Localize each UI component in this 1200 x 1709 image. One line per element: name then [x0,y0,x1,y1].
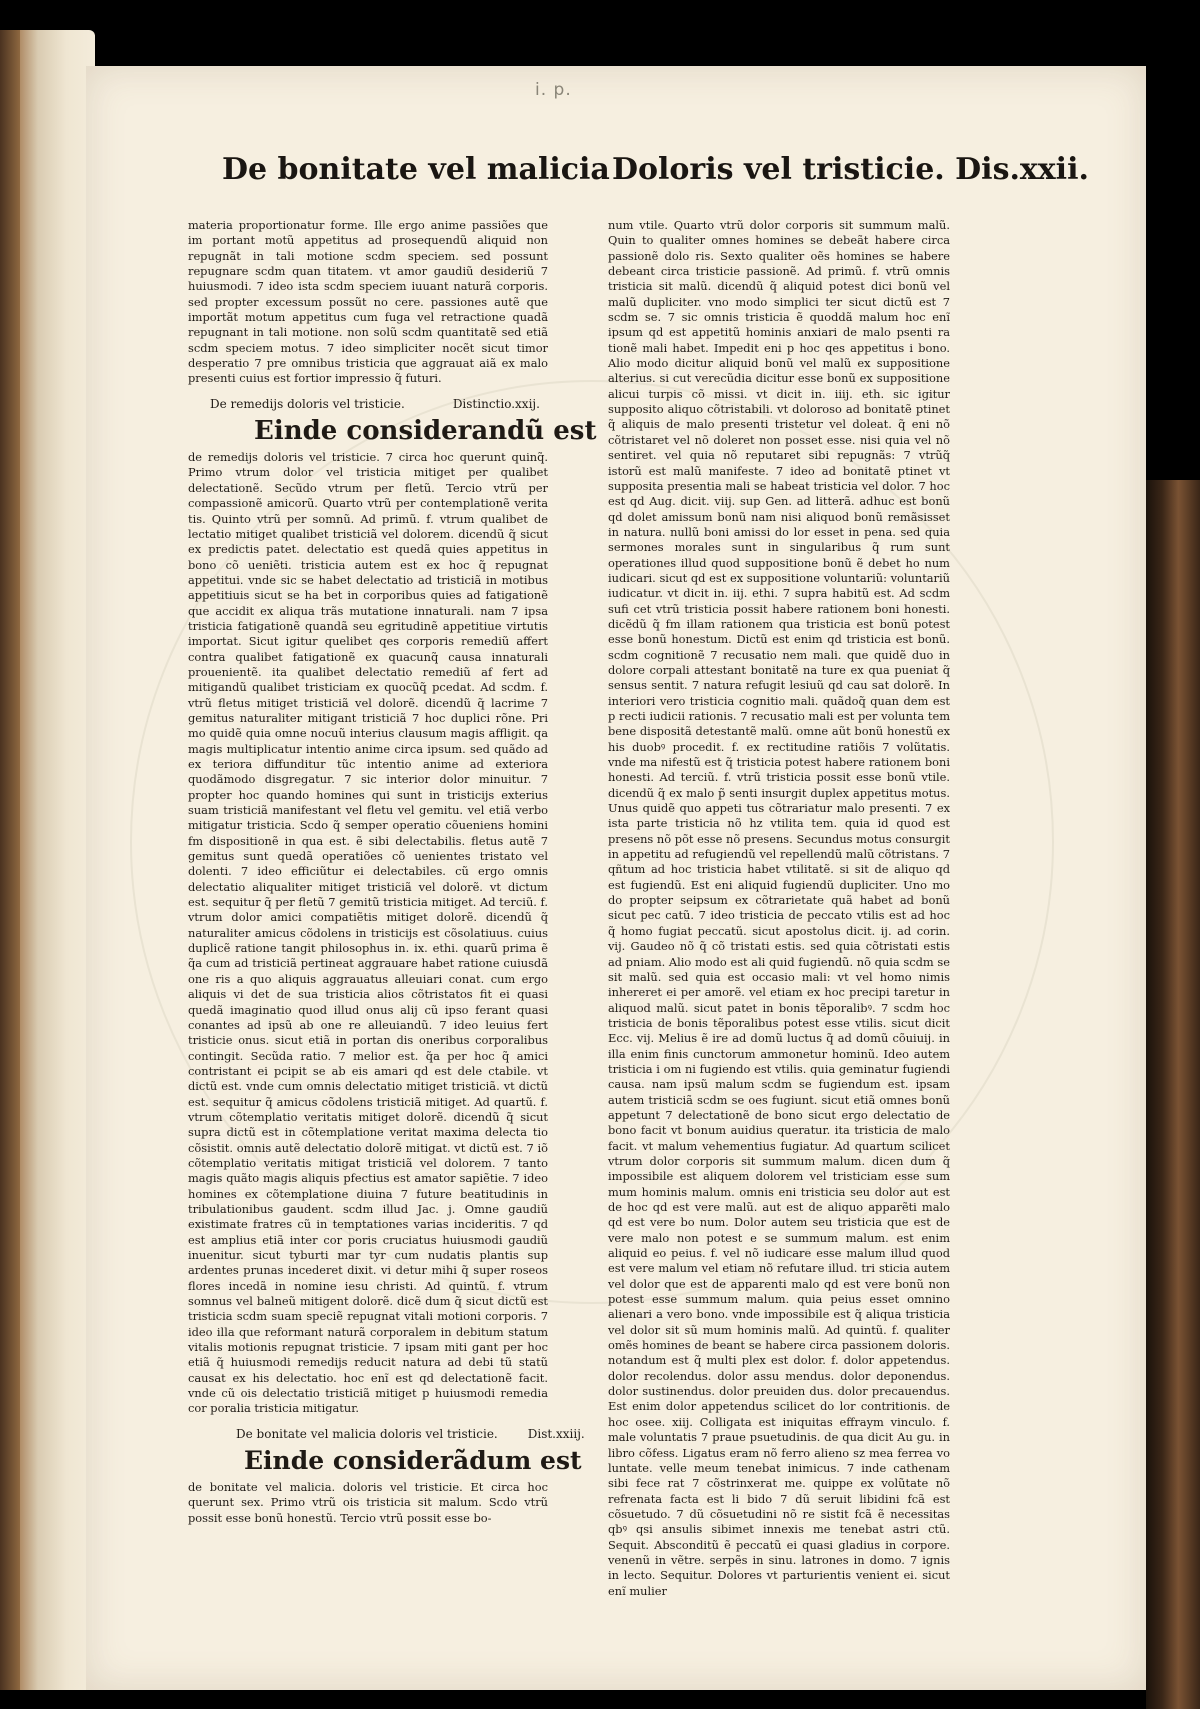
book-spine-edge [0,30,95,1690]
section-title-1: Einde considerandũ est [254,416,597,447]
section-label-number-2: Dist.xxiij. [527,1426,585,1441]
leather-strap [1146,480,1200,1709]
section-label-text: De remedijs doloris vel tristicie. [210,396,405,411]
section-label-text-2: De bonitate vel malicia doloris vel tristicie. [236,1426,498,1441]
left-paragraph-2: de remedijs doloris vel tristicie. 7 circa hoc querunt quinq̃. Primo vtrum dolor vel tristicia mitiget per qualibet delectationẽ. Secũdo vtrum per fletũ. Tercio vtrũ per compassionẽ amicorũ. Quarto vtrũ per contemplationẽ verita tis. Quinto vtrũ per somnũ. Ad primũ. f. vtrum qualibet de lectatio mitiget qualibet tristiciã vel dolorem. dicendũ q̃ sicut ex predictis patet. delectatio est quedã quies appetitus in bono cõ ueniẽti. tristicia autem est ex hoc q̃ repugnat appetitui. vnde sic se habet delectatio ad tristiciã in motibus appetitiuis sicut se ha bet in corporibus quies ad fatigationẽ que accidit ex aliqua trãs mutatione innaturali. nam 7 ipsa tristicia fatigationẽ quandã seu egritudinẽ appetitiue virtutis importat. Sicut igitur quelibet qes corporis remediũ affert contra qualibet fatigationẽ ex quacunq̃ causa innaturali prouenientẽ. ita qualibet delectatio remediũ af fert ad mitigandũ qualibet tristiciam ex quocũq̃ pcedat. Ad scdm. f. vtrũ fletus mitiget tristiciã vel dolorẽ. dicendũ q̃ lacrime 7 gemitus naturaliter mitigant tristiciã 7 hoc duplici rõne. Pri mo quidẽ quia omne nocuũ interius clausum magis affligit. qa magis multiplicatur intentio anime circa ipsum. sed quãdo ad ex teriora diffunditur tũc intentio anime ad exteriora quodãmodo disgregatur. 7 sic interior dolor minuitur. 7 propter hoc quando homines qui sunt in tristicijs exterius suam tristiciã manifestant vel fletu vel gemitu. vel etiã verbo mitigatur tristicia. Scdo q̃ semper operatio cõueniens homini fm dispositionẽ in qua est. ẽ sibi delectabilis. fletus autẽ 7 gemitus sunt quedã operatiões cõ uenientes tristato vel dolenti. 7 ideo efficiũtur ei delectabiles. cũ ergo omnis delectatio aliqualiter mitiget tristiciã vel dolorẽ. vt dictum est. sequitur q̃ per fletũ 7 gemitũ tristicia mitiget. Ad terciũ. f. vtrum dolor amici compatiẽtis mitiget dolorẽ. dicendũ q̃ naturaliter amicus cõdolens in tristicijs est cõsolatiuus. cuius duplicẽ ratione tangit philosophus in. ix. ethi. quarũ prima ẽ q̃a cum ad tristiciã pertineat aggrauare habet ratione cuiusdã one ris a quo aliquis aggrauatus alleuiari conat. cum ergo aliquis vi det de sua tristicia alios cõtristatos fit ei quasi quedã imaginatio quod illud onus alij cũ ipso ferant quasi conantes ad ipsũ ab one re alleuiandũ. 7 ideo leuius fert tristicie onus. sicut etiã in portan dis oneribus corporalibus contingit. Secũda ratio. 7 melior est. q̃a per hoc q̃ amici contristant ei pcipit se ab eis amari qd est dele ctabile. vt dictũ est. vnde cum omnis delectatio mitiget tristiciã. vt dictũ est. sequitur q̃ amicus cõdolens tristiciã mitiget. Ad quartũ. f. vtrum cõtemplatio veritatis mitiget dolorẽ. dicendũ q̃ sicut supra dictũ est in cõtemplatione veritat maxima delecta tio cõsistit. omnis autẽ delectatio dolorẽ mitigat. vt dictũ est. 7 iõ cõtemplatio veritatis mitigat tristiciã vel dolorem. 7 tanto magis quãto magis aliquis pfectius est amator sapiẽtie. 7 ideo homines ex cõtemplatione diuina 7 future beatitudinis in tribulationibus gaudent. scdm illud Jac. j. Omne gaudiũ existimate fratres cũ in temptationes varias incideritis. 7 qd est amplius etiã inter cor poris cruciatus huiusmodi gaudiũ inuenitur. sicut tyburti mar tyr cum nudatis plantis sup ardentes prunas incederet dixit. vi detur mihi q̃ super roseos flores incedã in nomine iesu christi. Ad quintũ. f. vtrum somnus vel balneũ mitigent dolorẽ. dicẽ dum q̃ sicut dictũ est tristicia scdm suam speciẽ repugnat vitali motioni corporis. 7 ideo illa que reformant naturã corporalem in debitum statum vitalis motionis repugnat tristicie. 7 ipsam miti gant per hoc etiã q̃ huiusmodi remedijs reducit natura ad debi tũ statũ causat ex his delectatio. hoc enĩ est qd delectationẽ facit. vnde cũ ois delectatio tristiciã mitiget p huiusmodi remedia cor poralia tristicia mitigatur. [188,450,548,1416]
section-label-distinctio-22 [210,397,548,412]
left-paragraph-1: materia proportionatur forme. Ille ergo anime passiões que im portant motũ appetitus ad prosequendũ aliquid non repugnãt in tali motione scdm speciem. sed possunt repugnare scdm quan titatem. vt amor gaudiũ desideriũ 7 huiusmodi. 7 ideo ista scdm speciem iuuant naturã corporis. sed propter excessum possũt no cere. passiones autẽ que importãt motum appetitus cum fuga vel retractione quadã repugnant in tali motione. non solũ scdm quantitatẽ sed etiã scdm speciem motus. 7 ideo simpliciter nocẽt sicut timor desperatio 7 pre omnibus tristicia que aggrauat aiã ex malo presenti cuius est fortior impressio q̃ futuri. [188,218,548,386]
right-text-column [608,218,950,1599]
running-head-right: Doloris vel tristicie. Dis.xxii. [612,152,1089,187]
section-label-distinctio-23 [236,1426,585,1442]
right-paragraph-1: num vtile. Quarto vtrũ dolor corporis sit summum malũ. Quin to qualiter omnes homines se debeãt habere circa passionẽ dolo ris. Sexto qualiter oẽs homines se habere debeant circa tristicie passionẽ. Ad primũ. f. vtrũ omnis tristicia sit malũ. dicendũ q̃ aliquid potest dici bonũ vel malũ dupliciter. vno modo simplici ter sicut dictũ est 7 scdm se. 7 sic omnis tristicia ẽ quoddã malum hoc enĩ ipsum qd est appetitũ hominis anxiari de malo psenti ra tionẽ mali habet. Impedit eni p hoc qes appetitus i bono. Alio modo dicitur aliquid bonũ vel malũ ex suppositione alterius. si cut verecũdia dicitur esse bonũ ex suppositione alicui turpis cõ missi. vt dicit in. iiij. eth. sic igitur supposito aliquo cõtristabili. vt doloroso ad bonitatẽ ptinet q̃ aliquis de malo presenti tristetur vel doleat. q̃ eni nõ cõtristaret vel nõ doleret non posset esse. nisi quia vel nõ sentiret. vel quia nõ reputaret sibi repugnãs: 7 vtrũq̃ istorũ est malũ manifeste. 7 ideo ad bonitatẽ ptinet vt supposita presentia mali se habeat tristicia vel dolor. 7 hoc est qd Aug. dicit. viij. sup Gen. ad litterã. adhuc est bonũ qd dolet amissum bonũ nam nisi aliquod bonũ remãsisset in natura. nullũ boni amissi do lor esset in pena. sed quia sermones morales sunt in singularibus q̃ rum sunt operationes illud quod suppositione bonũ ẽ debet ho num iudicari. sicut qd est ex suppositione voluntariũ: voluntariũ iudicatur. vt dicit in. iij. ethi. 7 supra habitũ est. Ad scdm sufi cet vtrũ tristicia possit habere rationem boni honesti. dicẽdũ q̃ fm illam rationem qua tristicia est bonũ potest esse bonũ honestum. Dictũ est enim qd tristicia est bonũ. scdm cognitionẽ 7 recusatio nem mali. que quidẽ duo in dolore corpali attestant bonitatẽ na ture ex qua pueniat q̃ sensus sentit. 7 natura refugit lesiuũ qd cau sat dolorẽ. In interiori vero tristicia cognitio mali. quãdoq̃ quan dem est p recti iudicii rationis. 7 recusatio mali est per volunta tem bene dispositã detestantẽ malũ. omne aũt bonũ honestũ ex his duobꝰ procedit. f. ex rectitudine ratiõis 7 volũtatis. vnde ma nifestũ est q̃ tristicia potest habere rationem boni honesti. Ad terciũ. f. vtrũ tristicia possit esse bonũ vtile. dicendũ q̃ ex malo p̃ senti insurgit duplex appetitus motus. Unus quidẽ quo appeti tus cõtrariatur malo presenti. 7 ex ista parte tristicia nõ hz vtilita tem. quia id quod est presens nõ põt esse nõ presens. Secundus motus consurgit in appetitu ad refugiendũ vel repellendũ malũ cõtristans. 7 qñtum ad hoc tristicia habet vtilitatẽ. si sit de aliquo qd est fugiendũ. Est eni aliquid fugiendũ dupliciter. Uno mo do propter seipsum ex cõtrarietate quã habet ad bonũ sicut pec catũ. 7 ideo tristicia de peccato vtilis est ad hoc q̃ homo fugiat peccatũ. sicut apostolus dicit. ij. ad corin. vij. Gaudeo nõ q̃ cõ tristati estis. sed quia cõtristati estis ad pniam. Alio modo est ali quid fugiendũ. nõ quia scdm se sit malũ. sed quia est occasio mali: vt vel homo nimis inhereret ei per amorẽ. vel etiam ex hoc precipi taretur in aliquod malũ. sicut patet in bonis tẽporalibꝰ. 7 scdm hoc tristicia de bonis tẽporalibus potest esse vtilis. sicut dicit Ecc. vij. Melius ẽ ire ad domũ luctus q̃ ad domũ cõuiuij. in illa enim finis cunctorum ammonetur hominũ. Ideo autem tristicia i om ni fugiendo est vtilis. quia geminatur fugiendi causa. nam ipsũ malum scdm se fugiendum est. ipsam autem tristiciã scdm se oes fugiunt. sicut etiã omnes bonũ appetunt 7 delectationẽ de bono sicut ergo delectatio de bono facit vt bonum auidius queratur. ita tristicia de malo facit. vt malum vehementius fugiatur. Ad quartum scilicet vtrum dolor corporis sit summum malum. dicen dum q̃ impossibile est aliquem dolorem vel tristiciam esse sum mum hominis malum. omnis eni tristicia seu dolor aut est de hoc qd est vere malũ. aut est de aliquo apparẽti malo qd est vere bo num. Dolor autem seu tristicia que est de vere malo non potest e se summum malum. est enim aliquid eo peius. f. vel nõ iudicare esse malum illud quod est vere malum vel etiam nõ refutare illud. tri sticia autem vel dolor que est de apparenti malo qd est vere bonũ non potest esse summum malum. quia peius esset omnino alienari a vero bono. vnde impossibile est q̃ aliqua tristicia vel dolor sit sũ mum hominis malũ. Ad quintũ. f. qualiter omẽs homines de beant se habere circa passionem doloris. notandum est q̃ multi plex est dolor. f. dolor appetendus. dolor recolendus. dolor assu mendus. dolor deponendus. dolor sustinendus. dolor preuiden dus. dolor precauendus. Est enim dolor appetendus scilicet do lor contritionis. de hoc osee. xiij. Colligata est iniquitas effraym vinculo. f. male voluntatis 7 praue psuetudinis. de qua dicit Au gu. in libro cõfess. Ligatus eram nõ ferro alieno sz mea ferrea vo luntate. velle meum tenebat inimicus. 7 inde cathenam sibi fece rat 7 cõstrinxerat me. quippe ex volũtate nõ refrenata facta est li bido 7 dũ seruit libidini fcã est cõsuetudo. 7 dũ cõsuetudini nõ re sistit fcã ẽ necessitas qbꝰ qsi ansulis sibimet innexis me tenebat astri ctũ. Sequit. Absconditũ ẽ peccatũ ei quasi gladius in corpore. venenũ in vẽtre. serpẽs in sinu. latrones in domo. 7 ignis in lecto. Sequitur. Dolores vt parturientis venient ei. sicut enĩ mulier [608,218,950,1598]
pencil-folio-mark: i. p. [535,80,572,100]
left-paragraph-3: de bonitate vel malicia. doloris vel tristicie. Et circa hoc querunt sex. Primo vtrũ ois tristicia sit malum. Scdo vtrũ possit esse bonũ honestũ. Tercio vtrũ possit esse bo- [188,1480,548,1525]
binding-shadow [0,30,20,1690]
running-head-left: De bonitate vel malicia [222,152,610,187]
section-title-2: Einde considerãdum est [244,1446,582,1476]
section-label-number: Distinctio.xxij. [452,396,540,411]
left-text-column [188,218,597,1526]
